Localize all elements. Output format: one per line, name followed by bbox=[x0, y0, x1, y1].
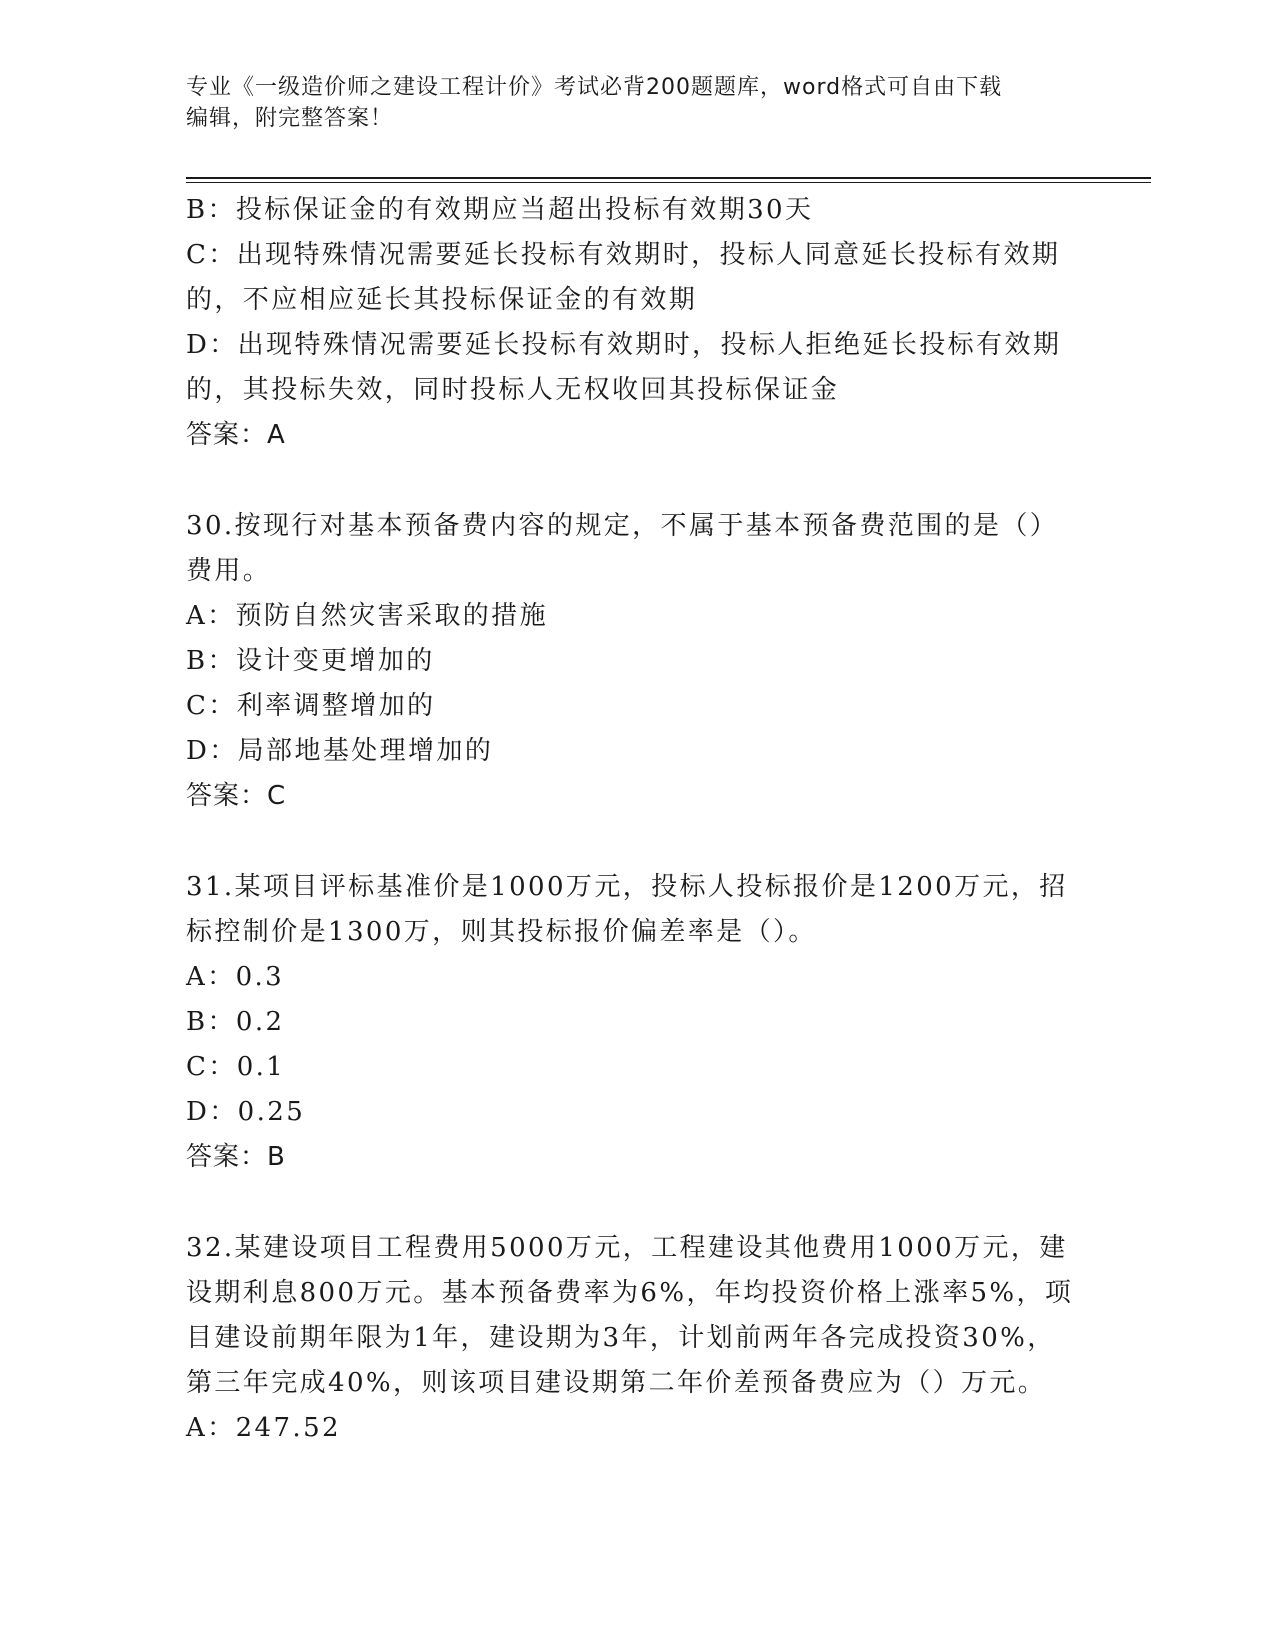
header-divider-thin bbox=[186, 182, 1151, 183]
option-a: A：预防自然灾害采取的措施 bbox=[186, 601, 548, 631]
question-stem-continued: 标控制价是1300万，则其投标报价偏差率是（）。 bbox=[186, 917, 817, 947]
question-block-29 bbox=[186, 188, 1086, 458]
question-block-32 bbox=[186, 1226, 1086, 1451]
question-content bbox=[186, 188, 1086, 1451]
block-spacer bbox=[186, 458, 1086, 504]
option-d-continued: 的，其投标失效，同时投标人无权收回其投标保证金 bbox=[186, 375, 840, 405]
block-spacer bbox=[186, 819, 1086, 865]
question-stem: 32.某建设项目工程费用5000万元，工程建设其他费用1000万元，建 bbox=[186, 1233, 1068, 1263]
question-stem-continued: 费用。 bbox=[186, 556, 272, 586]
option-d: D：出现特殊情况需要延长投标有效期时，投标人拒绝延长投标有效期 bbox=[186, 330, 1062, 360]
option-b: B：设计变更增加的 bbox=[186, 646, 435, 676]
option-c-continued: 的，不应相应延长其投标保证金的有效期 bbox=[186, 285, 698, 315]
question-stem-continued: 第三年完成40%，则该项目建设期第二年价差预备费应为（）万元。 bbox=[186, 1368, 1047, 1398]
option-d: D：局部地基处理增加的 bbox=[186, 736, 494, 766]
option-b: B：投标保证金的有效期应当超出投标有效期30天 bbox=[186, 195, 814, 225]
document-header bbox=[186, 72, 1086, 134]
option-d: D：0.25 bbox=[186, 1097, 306, 1127]
option-a: A：0.3 bbox=[186, 962, 285, 992]
header-line-1: 专业《一级造价师之建设工程计价》考试必背200题题库，word格式可自由下载 bbox=[186, 75, 1003, 100]
answer-line: 答案：B bbox=[186, 1142, 286, 1172]
question-block-30 bbox=[186, 504, 1086, 819]
question-stem-continued: 设期利息800万元。基本预备费率为6%，年均投资价格上涨率5%，项 bbox=[186, 1278, 1074, 1308]
question-stem: 31.某项目评标基准价是1000万元，投标人投标报价是1200万元，招 bbox=[186, 872, 1068, 902]
option-c: C：出现特殊情况需要延长投标有效期时，投标人同意延长投标有效期 bbox=[186, 240, 1061, 270]
question-stem-continued: 目建设前期年限为1年，建设期为3年，计划前两年各完成投资30%， bbox=[186, 1323, 1056, 1353]
block-spacer bbox=[186, 1180, 1086, 1226]
question-stem: 30.按现行对基本预备费内容的规定，不属于基本预备费范围的是（） bbox=[186, 511, 1059, 541]
header-line-2: 编辑，附完整答案！ bbox=[186, 106, 394, 131]
option-c: C：利率调整增加的 bbox=[186, 691, 436, 721]
option-b: B：0.2 bbox=[186, 1007, 285, 1037]
answer-line: 答案：A bbox=[186, 420, 286, 450]
option-a: A：247.52 bbox=[186, 1413, 341, 1443]
option-c: C：0.1 bbox=[186, 1052, 286, 1082]
question-block-31 bbox=[186, 865, 1086, 1180]
header-divider-thick bbox=[186, 177, 1151, 179]
answer-line: 答案：C bbox=[186, 781, 287, 811]
